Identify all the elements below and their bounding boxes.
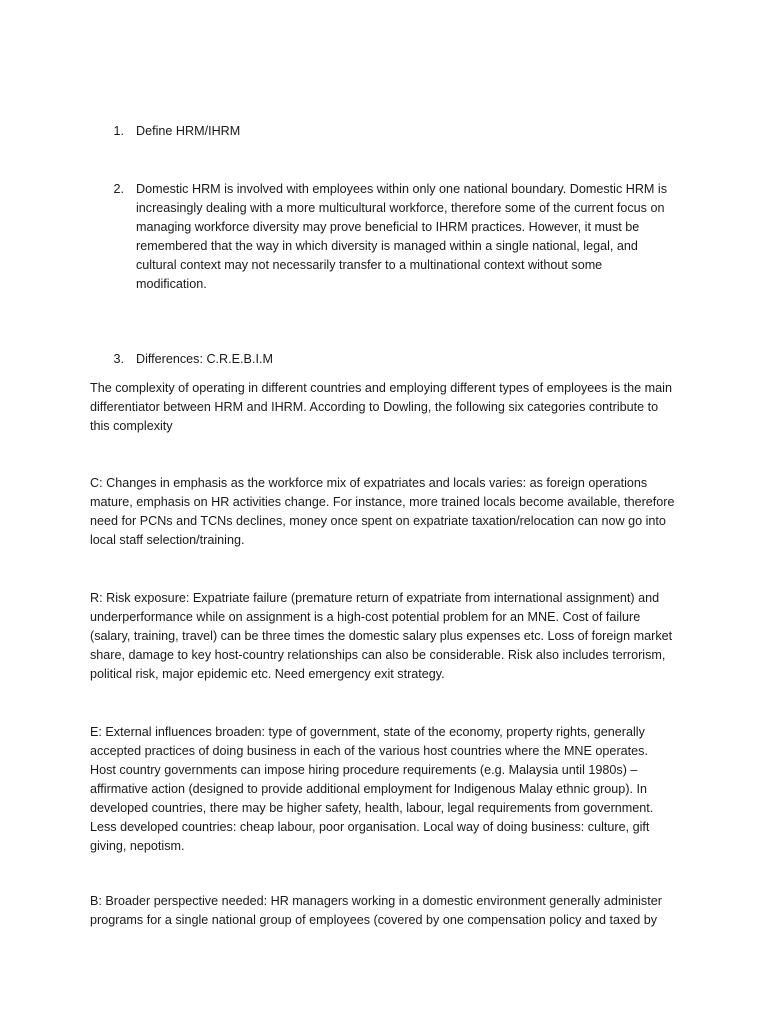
list-marker-3: 3. — [113, 352, 124, 366]
paragraph-b-broader-perspective: B: Broader perspective needed: HR managers working in a domestic environment generally administer programs for a single national group of employees (covered by one compensation policy and taxed by — [90, 894, 662, 927]
list-text-2: Domestic HRM is involved with employees within only one national boundary. Domestic HRM is increasingly dealing with a more multicultural workforce, therefore some of the current focus on managing workforce diversity may prove beneficial to IHRM practices. However, it must be remembered that the way in which diversity is managed within a single national, legal, and cultural context may not necessarily transfer to a multinational context without some modification. — [136, 182, 668, 291]
list-item-2 — [90, 180, 670, 294]
paragraph-e-external-influences: E: External influences broaden: type of government, state of the economy, property rights, generally accepted practices of doing business in each of the various host countries where the MNE operates. Host country governments can impose hiring procedure requirements (e.g. Malaysia until 1980s) – affirmative action (designed to provide additional employment for Indigenous Malay ethnic group). In developed countries, there may be higher safety, health, labour, legal requirements from government. Less developed countries: cheap labour, poor organisation. Local way of doing business: culture, gift giving, nepotism. — [90, 725, 654, 853]
paragraph-r-risk-exposure: R: Risk exposure: Expatriate failure (premature return of expatriate from international assignment) and underperformance while on assignment is a high-cost potential problem for an MNE. Cost of failure (salary, training, travel) can be three times the domestic salary plus expenses etc. Loss of foreign market share, damage to key host-country relationships can also be considerable. Risk also includes terrorism, political risk, major epidemic etc. Need emergency exit strategy. — [90, 591, 673, 681]
list-item-3 — [90, 350, 670, 369]
list-item-1 — [90, 122, 670, 141]
intro-paragraph: The complexity of operating in different countries and employing different types of employees is the main differentiator between HRM and IHRM. According to Dowling, the following six categories contribute to this complexity — [90, 381, 672, 433]
paragraph-c-changes-in-emphasis: C: Changes in emphasis as the workforce mix of expatriates and locals varies: as foreign operations mature, emphasis on HR activities change. For instance, more trained locals become available, therefore need for PCNs and TCNs declines, money once spent on expatriate taxation/relocation can now go into local staff selection/training. — [90, 476, 675, 547]
list-marker-1: 1. — [113, 124, 124, 138]
list-text-3: Differences: C.R.E.B.I.M — [136, 352, 273, 366]
list-marker-2: 2. — [113, 182, 124, 196]
list-text-1: Define HRM/IHRM — [136, 124, 241, 138]
